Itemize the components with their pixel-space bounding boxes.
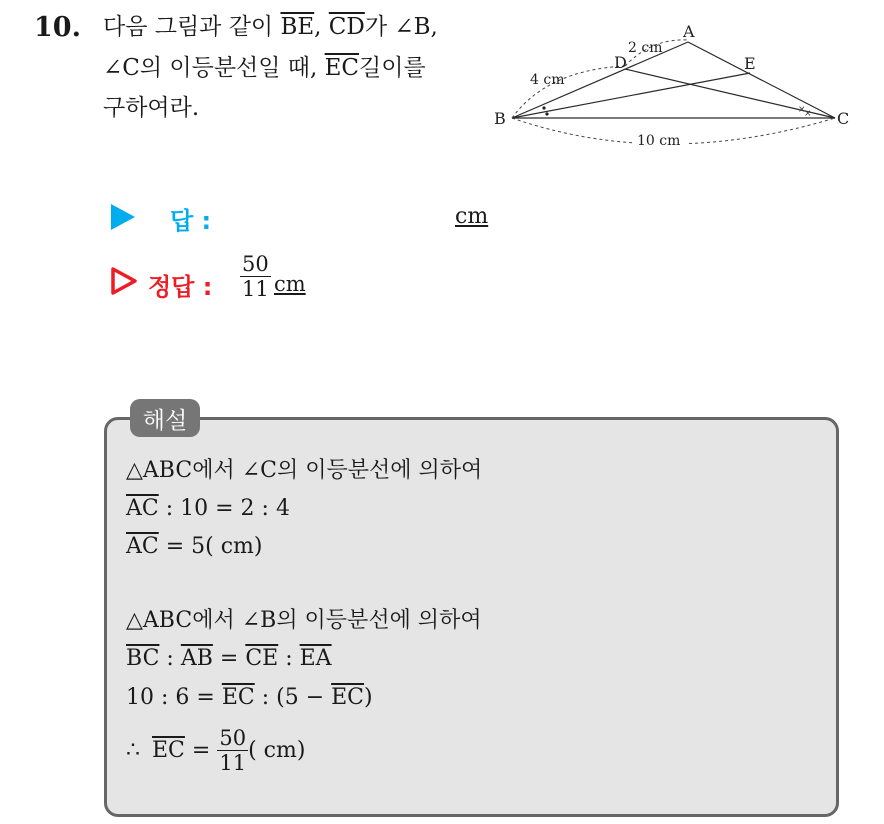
solution-text: : (5 − [254,685,332,710]
label-b: B [494,109,506,128]
length-bc: 10 cm [637,133,681,149]
correct-answer-unit: cm [274,272,306,296]
question-text: ∠C의 이등분선일 때, [103,55,325,81]
label-e: E [744,54,756,73]
segment-ab: $\overline{AB}$ [180,646,213,671]
segment-ec: $\overline{EC}$ [331,685,365,710]
question-text: , [314,14,329,40]
solution-text: 10 : 6 = [126,685,222,710]
segment-ea: $\overline{EA}$ [299,646,332,671]
fraction-numerator: 50 [242,252,269,276]
question-line-2 [103,57,426,80]
solution-text: : [278,646,300,671]
question-text: 가 ∠B, [364,14,438,40]
therefore-symbol: ∴ [126,737,140,763]
segment-ec: $\overline{EC}$ [152,737,185,763]
fraction-denominator: 11 [219,751,247,776]
answer-label: 답 : [170,207,212,235]
angle-mark-c: × [798,105,806,115]
solution-unit: ( cm) [248,737,306,763]
label-d: D [614,53,627,72]
question-text: 다음 그림과 같이 [103,14,281,40]
segment-be: $\overline{BE}$ [280,14,315,40]
question-number: 10. [34,12,81,43]
segment-ac: $\overline{AC}$ [126,534,159,559]
solution-text: = [212,646,246,671]
label-a: A [683,22,695,41]
question-line-1 [103,16,438,39]
segment-ec: $\overline{EC}$ [324,55,360,81]
segment-ce: $\overline{CE}$ [245,646,279,671]
solution-line-5 [126,648,332,670]
label-c: C [837,109,850,128]
solution-text: : [159,646,181,671]
segment-ac: $\overline{AC}$ [126,496,159,521]
solution-line-2 [126,498,290,520]
triangle-figure [492,20,852,160]
solution-line-3 [126,536,263,558]
segment-bc: $\overline{BC}$ [126,646,160,671]
fraction-denominator: 11 [242,277,269,302]
correct-answer-fraction [240,253,271,300]
fraction-numerator: 50 [219,726,247,750]
correct-answer-marker-icon [110,266,138,296]
solution-line-7 [126,727,305,774]
solution-text: = 5( cm) [158,534,263,559]
solution-line-6 [126,687,373,709]
length-bd: 4 cm [530,72,565,88]
solution-text: ) [364,685,373,710]
solution-tag: 해설 [130,399,200,437]
answer-marker-icon [111,204,135,230]
angle-mark-c: × [804,109,812,119]
angle-mark-b [542,106,545,109]
answer-unit: cm [455,204,489,229]
segment-cd: $\overline{CD}$ [328,14,365,40]
solution-fraction [217,727,248,774]
solution-text: = [184,737,218,763]
solution-line-4: △ABC에서 ∠B의 이등분선에 의하여 [126,608,482,633]
question-line-3: 구하여라. [103,95,200,121]
length-ad: 2 cm [628,40,663,56]
question-text: 길이를 [359,55,426,81]
angle-mark-b [545,112,548,115]
correct-answer-label: 정답 : [148,273,213,301]
solution-line-1: △ABC에서 ∠C의 이등분선에 의하여 [126,458,483,483]
segment-ec: $\overline{EC}$ [221,685,255,710]
solution-text: : 10 = 2 : 4 [158,496,290,521]
